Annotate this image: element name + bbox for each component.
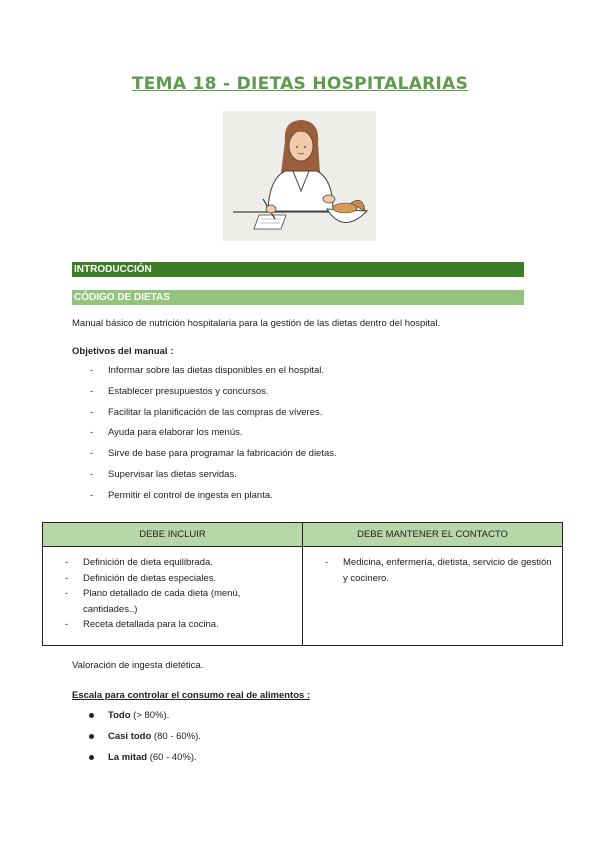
escala-list — [72, 710, 201, 773]
page-title: TEMA 18 - DIETAS HOSPITALARIAS — [131, 74, 469, 94]
list-item: - Ayuda para elaborar los menús. — [90, 427, 243, 439]
table-cell-incluir — [43, 547, 303, 646]
section-codigo-header: CÓDIGO DE DIETAS — [72, 290, 524, 305]
list-item: - Definición de dieta equilibrada. — [65, 557, 213, 568]
table-cell-contacto — [303, 547, 563, 646]
valoracion-text: Valoración de ingesta dietética. — [72, 660, 204, 671]
list-item: - Receta detallada para la cocina. — [65, 619, 219, 630]
list-item: - Supervisar las dietas servidas. — [90, 468, 237, 480]
list-item: - Definición de dietas especiales. — [65, 572, 217, 584]
section-intro-header: INTRODUCCIÓN — [72, 262, 524, 277]
list-item: - Facilitar la planificación de las compras de víveres. — [90, 406, 323, 418]
list-item: - Establecer presupuestos y concursos. — [90, 385, 269, 397]
nurse-illustration — [223, 111, 376, 241]
list-item: - Medicina, enfermería, dietista, servicio de gestión y cocinero. — [325, 557, 552, 584]
list-item: - Permitir el control de ingesta en planta. — [90, 489, 273, 501]
list-item: Todo (> 80%). — [72, 710, 201, 731]
list-item: - Plano detallado de cada dieta (menú, cantidades..) — [65, 588, 241, 615]
table-header-contacto: DEBE MANTENER EL CONTACTO — [303, 523, 563, 547]
escala-heading: Escala para controlar el consumo real de alimentos : — [72, 690, 311, 701]
list-item: - Sirve de base para programar la fabricación de dietas. — [90, 448, 337, 460]
requirements-table — [42, 522, 563, 646]
objetivos-heading: Objetivos del manual : — [72, 346, 174, 357]
table-header-incluir: DEBE INCLUIR — [43, 523, 303, 547]
objetivos-list — [72, 365, 337, 511]
list-item: Casi todo (80 - 60%). — [72, 731, 201, 752]
list-item: - Informar sobre las dietas disponibles en el hospital. — [90, 365, 324, 376]
manual-description: Manual básico de nutrición hospitalaria para la gestión de las dietas dentro del hospital. — [72, 318, 441, 329]
list-item: La mitad (60 - 40%). — [72, 752, 201, 773]
